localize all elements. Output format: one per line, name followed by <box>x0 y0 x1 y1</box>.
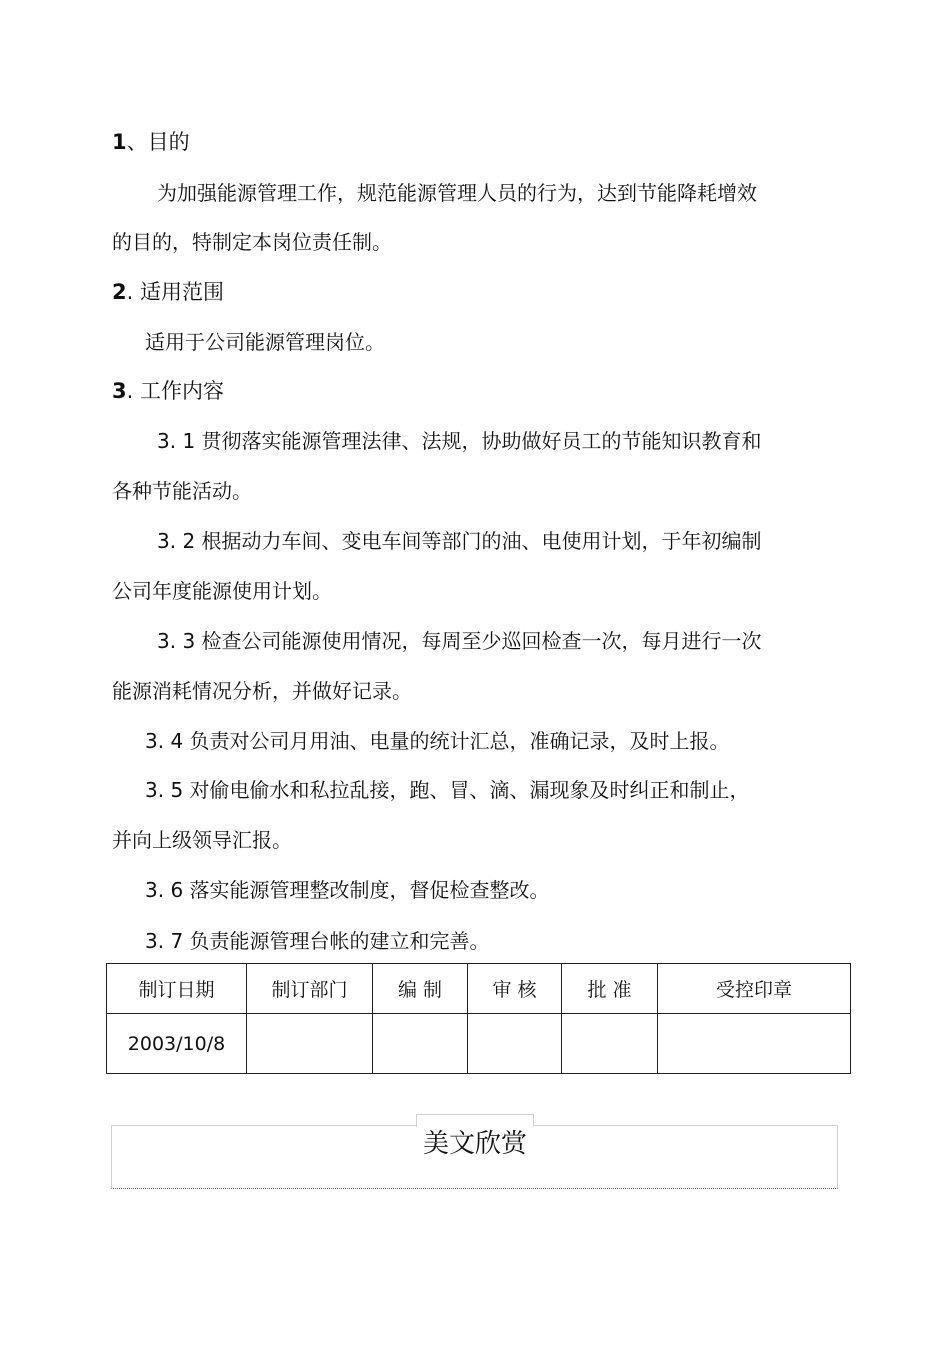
section-1-text-line-1: 为加强能源管理工作，规范能源管理人员的行为，达到节能降耗增效 <box>157 181 757 205</box>
header-cell-approved: 批 准 <box>562 964 658 1014</box>
item-3-4: 3. 4 负责对公司月用油、电量的统计汇总，准确记录，及时上报。 <box>145 729 730 753</box>
footer-title: 美文欣赏 <box>422 1129 527 1159</box>
section-1-heading <box>112 128 190 156</box>
header-cell-date: 制订日期 <box>107 964 247 1014</box>
value-cell-department <box>247 1014 373 1074</box>
section-2-text: 适用于公司能源管理岗位。 <box>145 330 385 354</box>
item-3-5-line-2: 并向上级领导汇报。 <box>112 828 292 852</box>
value-cell-compiled <box>373 1014 468 1074</box>
section-3-number: 3 <box>112 379 127 403</box>
item-3-3-line-2: 能源消耗情况分析，并做好记录。 <box>112 679 412 703</box>
section-2-title: . 适用范围 <box>126 280 224 304</box>
section-3-heading <box>112 377 224 405</box>
approval-table <box>106 963 851 1074</box>
header-cell-department: 制订部门 <box>247 964 373 1014</box>
value-cell-controlled-seal <box>658 1014 851 1074</box>
header-cell-reviewed: 审 核 <box>468 964 562 1014</box>
item-3-2-line-2: 公司年度能源使用计划。 <box>112 579 332 603</box>
value-cell-reviewed <box>468 1014 562 1074</box>
item-3-2-line-1: 3. 2 根据动力车间、变电车间等部门的油、电使用计划，于年初编制 <box>157 529 762 553</box>
item-3-1-line-2: 各种节能活动。 <box>112 479 252 503</box>
value-cell-date: 2003/10/8 <box>107 1014 247 1074</box>
value-cell-approved <box>562 1014 658 1074</box>
item-3-5-line-1: 3. 5 对偷电偷水和私拉乱接，跑、冒、滴、漏现象及时纠正和制止， <box>145 778 750 802</box>
section-1-title: 、目的 <box>126 130 190 154</box>
header-cell-compiled: 编 制 <box>373 964 468 1014</box>
section-3-title: . 工作内容 <box>126 379 224 403</box>
item-3-1-line-1: 3. 1 贯彻落实能源管理法律、法规，协助做好员工的节能知识教育和 <box>157 429 762 453</box>
section-2-heading <box>112 278 224 306</box>
section-1-number: 1 <box>112 130 127 154</box>
item-3-3-line-1: 3. 3 检查公司能源使用情况，每周至少巡回检查一次，每月进行一次 <box>157 629 762 653</box>
header-cell-controlled-seal: 受控印章 <box>658 964 851 1014</box>
table-header-row <box>107 964 851 1014</box>
table-row <box>107 1014 851 1074</box>
section-1-text-line-2: 的目的，特制定本岗位责任制。 <box>112 230 392 254</box>
item-3-6: 3. 6 落实能源管理整改制度，督促检查整改。 <box>145 878 550 902</box>
item-3-7: 3. 7 负责能源管理台帐的建立和完善。 <box>145 929 490 953</box>
section-2-number: 2 <box>112 280 127 304</box>
